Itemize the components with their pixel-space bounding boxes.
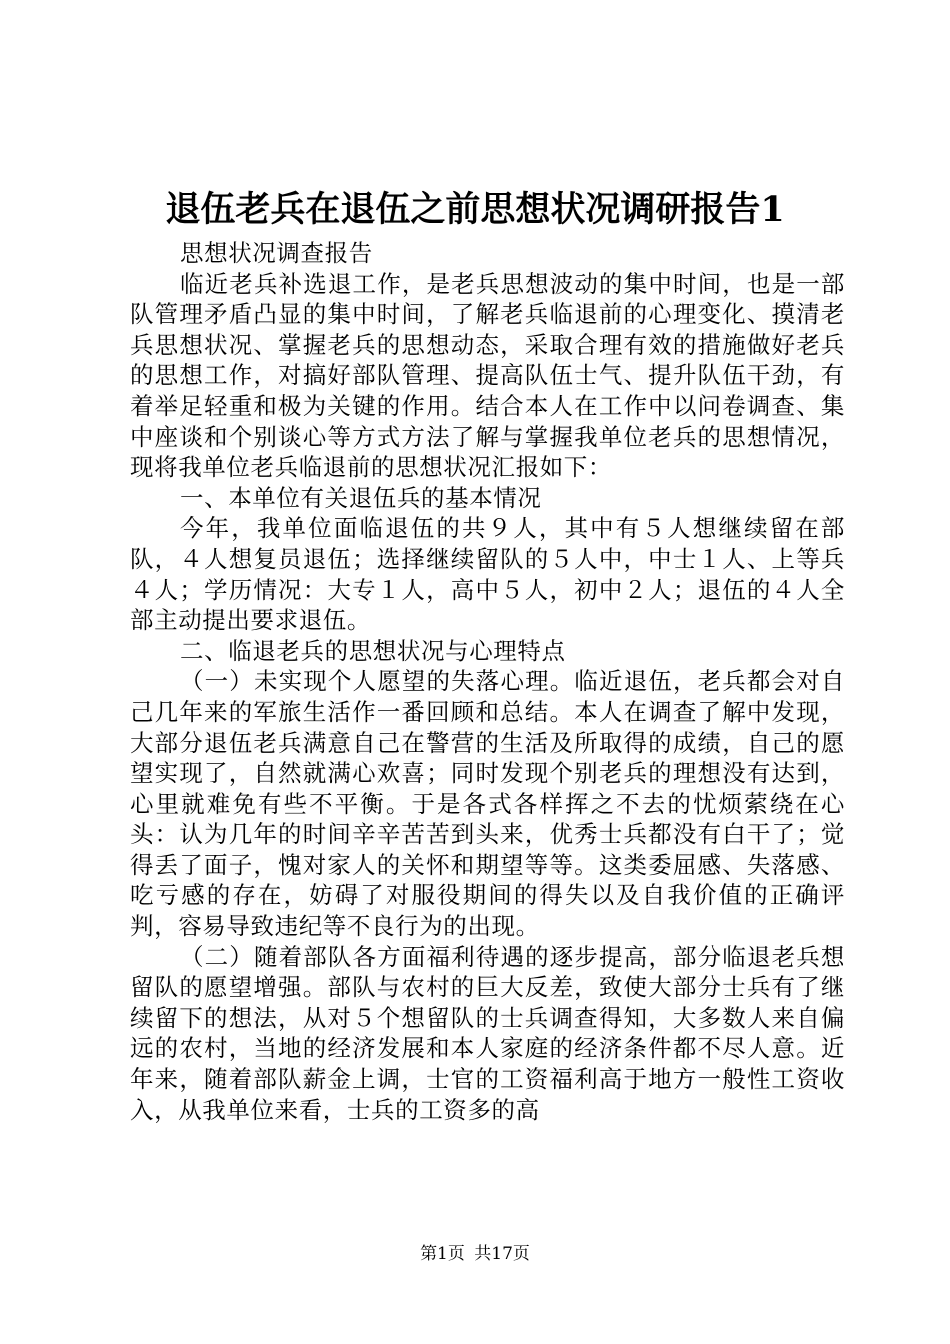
page-total: 共17页 xyxy=(474,1244,530,1264)
paragraph-introduction: 临近老兵补选退工作，是老兵思想波动的集中时间，也是一部队管理矛盾凸显的集中时间，了解老兵临退前的心理变化、摸清老兵思想状况、掌握老兵的思想动态，采取合理有效的措施做好老兵的思想工作，对搞好部队管理、提高队伍士气、提升队伍干劲，有着举足轻重和极为关键的作用。结合本人在工作中以问卷调查、集中座谈和个别谈心等方式方法了解与掌握我单位老兵的思想情况，现将我单位老兵临退前的思想状况汇报如下： xyxy=(130,269,845,482)
paragraph-section-heading-2: 二、临退老兵的思想状况与心理特点 xyxy=(180,636,566,665)
paragraph-basic-situation: 今年，我单位面临退伍的共９人，其中有５人想继续留在部队，４人想复员退伍；选择继续留队的５人中，中士１人、上等兵４人；学历情况：大专１人，高中５人，初中２人；退伍的４人全部主动提出要求退伍。 xyxy=(130,514,845,635)
document-body xyxy=(130,238,845,1125)
document-title: 退伍老兵在退伍之前思想状况调研报告1 xyxy=(165,189,785,230)
paragraph-point-2: （二）随着部队各方面福利待遇的逐步提高，部分临退老兵想留队的愿望增强。部队与农村的巨大反差，致使大部分士兵有了继续留下的想法，从对５个想留队的士兵调查得知，大多数人来自偏远的农村，当地的经济发展和本人家庭的经济条件都不尽人意。近年来，随着部队薪金上调，士官的工资福利高于地方一般性工资收入，从我单位来看，士兵的工资多的高 xyxy=(130,942,845,1124)
page-number: 第1页 xyxy=(420,1244,465,1264)
paragraph-report-subtitle: 思想状况调查报告 xyxy=(180,239,373,267)
paragraph-point-1: （一）未实现个人愿望的失落心理。临近退伍，老兵都会对自己几年来的军旅生活作一番回顾和总结。本人在调查了解中发现，大部分退伍老兵满意自己在警营的生活及所取得的成绩，自己的愿望实现了，自然就满心欢喜；同时发现个别老兵的理想没有达到，心里就难免有些不平衡。于是各式各样挥之不去的忧烦萦绕在心头：认为几年的时间辛辛苦苦到头来，优秀士兵都没有白干了；觉得丢了面子，愧对家人的关怀和期望等等。这类委屈感、失落感、吃亏感的存在，妨碍了对服役期间的得失以及自我价值的正确评判，容易导致违纪等不良行为的出现。 xyxy=(130,667,845,941)
page-footer xyxy=(0,1242,950,1266)
paragraph-section-heading-1: 一、本单位有关退伍兵的基本情况 xyxy=(180,483,542,512)
